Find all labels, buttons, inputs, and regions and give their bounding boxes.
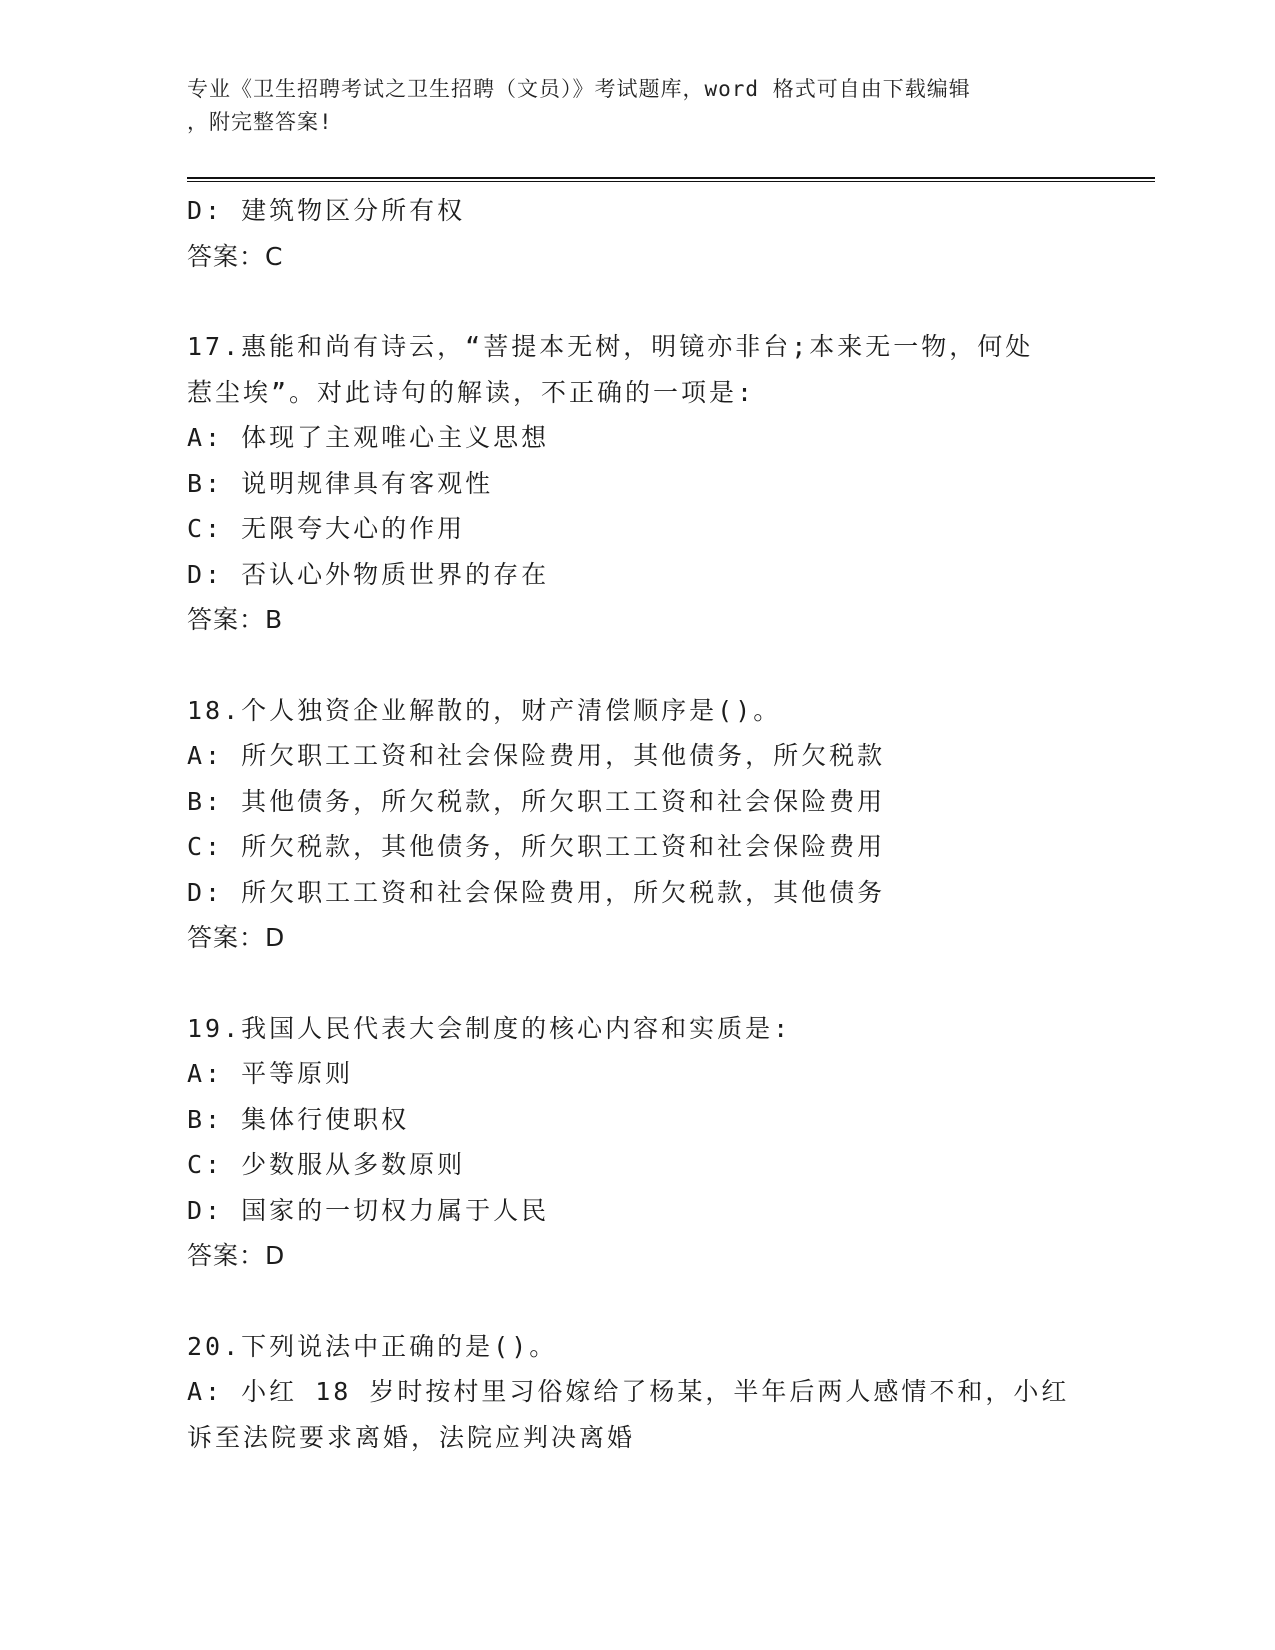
question-stem: 20.下列说法中正确的是()。 bbox=[187, 1331, 558, 1361]
spacer bbox=[187, 1279, 1087, 1324]
option-c: C: 少数服从多数原则 bbox=[187, 1150, 466, 1179]
question-content bbox=[187, 188, 1087, 1460]
answer-line: 答案：C bbox=[187, 241, 284, 271]
spacer bbox=[187, 279, 1087, 324]
question-20 bbox=[187, 1324, 1087, 1461]
header-line-2: ，附完整答案! bbox=[187, 110, 333, 134]
option-b: B: 其他债务，所欠税款，所欠职工工资和社会保险费用 bbox=[187, 786, 886, 816]
option-a: A: 体现了主观唯心主义思想 bbox=[187, 423, 550, 452]
spacer bbox=[187, 643, 1087, 688]
option-d: D: 否认心外物质世界的存在 bbox=[187, 559, 550, 589]
option-a-continued: 诉至法院要求离婚，法院应判决离婚 bbox=[187, 1422, 636, 1452]
option-a: A: 小红 18 岁时按村里习俗嫁给了杨某，半年后两人感情不和，小红 bbox=[187, 1377, 1070, 1406]
question-stem: 17.惠能和尚有诗云，“菩提本无树，明镜亦非台;本来无一物，何处 bbox=[187, 332, 1034, 361]
spacer bbox=[187, 961, 1087, 1006]
question-stem: 19.我国人民代表大会制度的核心内容和实质是: bbox=[187, 1013, 792, 1043]
answer-line: 答案：B bbox=[187, 605, 284, 634]
header-divider bbox=[187, 177, 1155, 182]
option-c: C: 所欠税款，其他债务，所欠职工工资和社会保险费用 bbox=[187, 832, 886, 861]
question-stem: 惹尘埃”。对此诗句的解读，不正确的一项是: bbox=[187, 377, 756, 407]
question-17 bbox=[187, 324, 1087, 643]
option-a: A: 所欠职工工资和社会保险费用，其他债务，所欠税款 bbox=[187, 741, 886, 770]
question-18 bbox=[187, 688, 1087, 961]
answer-line: 答案：D bbox=[187, 1241, 286, 1270]
question-16-tail bbox=[187, 188, 1087, 279]
question-stem: 18.个人独资企业解散的，财产清偿顺序是()。 bbox=[187, 695, 782, 725]
option-a: A: 平等原则 bbox=[187, 1059, 354, 1088]
document-header bbox=[187, 73, 1067, 139]
question-19 bbox=[187, 1006, 1087, 1279]
option-d: D: 所欠职工工资和社会保险费用，所欠税款，其他债务 bbox=[187, 877, 886, 907]
option-d: D: 建筑物区分所有权 bbox=[187, 196, 466, 225]
option-d: D: 国家的一切权力属于人民 bbox=[187, 1195, 550, 1225]
header-line-1: 专业《卫生招聘考试之卫生招聘（文员）》考试题库，word 格式可自由下载编辑 bbox=[187, 77, 971, 101]
option-b: B: 说明规律具有客观性 bbox=[187, 468, 494, 498]
answer-line: 答案：D bbox=[187, 923, 286, 952]
option-c: C: 无限夸大心的作用 bbox=[187, 514, 466, 543]
option-b: B: 集体行使职权 bbox=[187, 1104, 410, 1134]
